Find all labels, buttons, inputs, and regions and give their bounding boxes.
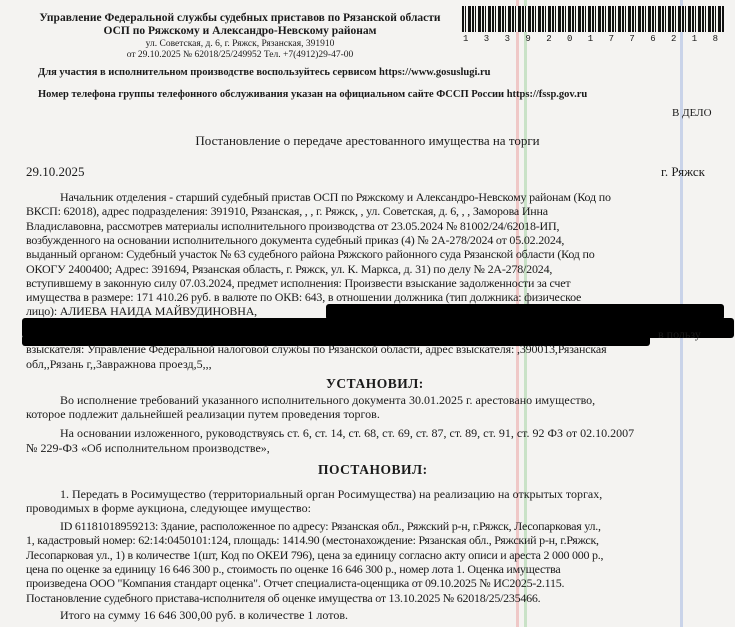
item1-line1: 1. Передать в Росимущество (территориальный орган Росимущества) на реализацию на открытых торгах, <box>60 487 603 501</box>
property-line: Постановление судебного пристава-исполнителя об оценке имущества от 13.10.2025 № 62018/25/235466. <box>26 590 541 605</box>
org-name-line2: ОСП по Ряжскому и Александро-Невскому районам <box>103 25 377 37</box>
intro-line: Владиславовна, рассмотрев материалы исполнительного производства от 23.05.2024 № 81002/24/62018-ИП, <box>26 218 560 233</box>
property-line: Лесопарковая ул., 1) в количестве 1(шт, Код по ОКЕИ 796), цена за единицу согласно акту описи и ареста 2 000 000 р., <box>26 547 604 562</box>
doc-city: г. Ряжск <box>661 164 705 179</box>
v-polzu: в пользу <box>658 327 701 341</box>
ustanovil-line1: Во исполнение требований указанного исполнительного документа 30.01.2025 г. арестовано имущество, <box>60 393 596 407</box>
ustanovil-line2: которое подлежит дальнейшей реализации путем проведения торгов. <box>26 407 380 421</box>
gosuslugi-note: Для участия в исполнительном производстве воспользуйтесь сервисом https://www.gosuslugi.ru <box>38 67 491 78</box>
ustanovil-heading: УСТАНОВИЛ: <box>326 376 424 391</box>
vzyskatel-line1: взыскателя: Управление Федеральной налоговой службы по Рязанской области, адрес взыскателя: ,390013,Рязанская <box>26 342 607 356</box>
v-delo-stamp: В ДЕЛО <box>672 107 712 119</box>
barcode-number: 1 3 3 9 2 0 1 7 7 6 2 1 8 <box>462 34 724 44</box>
property-line: ID 61181018959213: Здание, расположенное по адресу: Рязанская обл., Ряжский р-н, г.Ряжск, Лесопарковая ул., <box>60 519 601 533</box>
basis-line1: На основании изложенного, руководствуясь ст. 6, ст. 14, ст. 68, ст. 69, ст. 87, ст. 89, ст. 91, ст. 92 ФЗ от 02.10.2007 <box>60 426 635 440</box>
intro-line: вступившему в законную силу 07.03.2024, предмет исполнения: Произвести взыскание задолженности за счет <box>26 275 571 290</box>
basis-line2: № 229-ФЗ «Об исполнительном производстве», <box>26 441 270 455</box>
item1-line2: проводимых в форме аукциона, следующее имущество: <box>26 501 311 515</box>
total-line: Итого на сумму 16 646 300,00 руб. в количестве 1 лотов. <box>60 608 348 622</box>
barcode <box>462 6 724 32</box>
doc-date: 29.10.2025 <box>26 164 85 179</box>
doc-reg-number: от 29.10.2025 № 62018/25/249952 Тел. +7(4912)29-47-00 <box>126 50 354 60</box>
intro-line: возбужденного на основании исполнительного документа судебный приказ (4) № 2А-278/2024 от 05.02.2024, <box>26 232 565 247</box>
phone-note: Номер телефона группы телефонного обслуживания указан на официальном сайте ФССП России https://fssp.gov.ru <box>38 89 588 100</box>
doc-title: Постановление о передаче арестованного имущества на торги <box>195 133 540 148</box>
vzyskatel-line2: обл,,Рязань г,,Завражнова проезд,5,,, <box>26 357 212 371</box>
intro-line: ВКСП: 62018), адрес подразделения: 391910, Рязанская, , , г. Ряжск, , ул. Советская, д. 6, , , Заморова Инна <box>26 204 548 219</box>
intro-line: выданный органом: Судебный участок № 63 судебного района Ряжского районного суда Рязанской области (Код по <box>26 247 595 262</box>
postanovil-heading: ПОСТАНОВИЛ: <box>318 462 428 477</box>
property-line: 1, кадастровый номер: 62:14:0450101:124, площадь: 1414.90 (местонахождение: Рязанская обл., Ряжский р-н, г.Ряжск, <box>26 533 599 548</box>
intro-line: имущества в размере: 171 410.26 руб. в валюте по ОКВ: 643, в отношении должника (тип должника: физическое <box>26 290 582 305</box>
intro-line: лицо): АЛИЕВА НАИДА МАЙВУДИНОВНА, <box>26 304 257 319</box>
property-line: произведена ООО "Компания стандарт оценка". Отчет специалиста-оценщика от 09.10.2025 № ИС2025-2.115. <box>26 576 565 591</box>
property-line: цена по оценке за единицу 16 646 300 р., стоимость по оценке 16 646 300 р., номер лота 1. Оценка имущества <box>26 561 561 576</box>
intro-line: ОКОГУ 2400400; Адрес: 391694, Рязанская область, г. Ряжск, ул. К. Маркса, д. 31) по делу № 2А-278/2024, <box>26 261 553 276</box>
intro-line: Начальник отделения - старший судебный пристав ОСП по Ряжскому и Александро-Невскому районам (Код по <box>60 190 611 204</box>
org-name-line1: Управление Федеральной службы судебных приставов по Рязанской области <box>39 12 441 24</box>
org-address: ул. Советская, д. 6, г. Ряжск, Рязанская, 391910 <box>145 39 335 49</box>
